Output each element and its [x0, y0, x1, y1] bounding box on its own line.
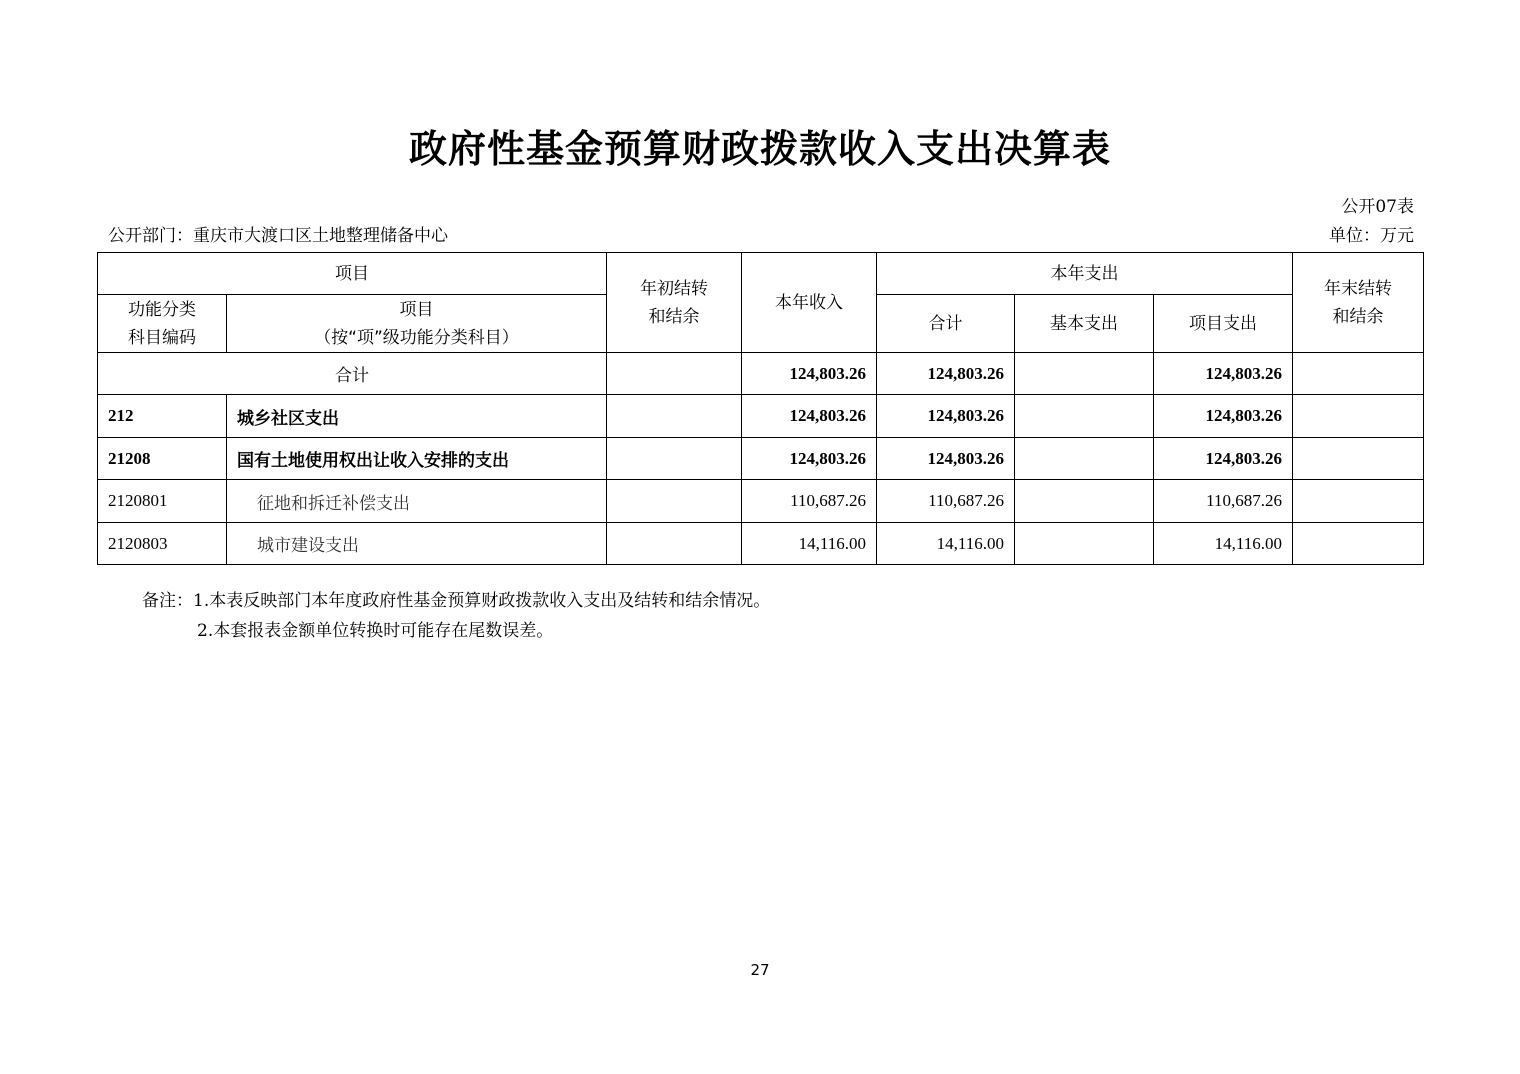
- table-row: [98, 480, 1424, 523]
- cell-name: 征地和拆迁补偿支出: [227, 480, 607, 523]
- cell-project-expense: 124,803.26: [1154, 438, 1293, 480]
- cell-end-balance: [1293, 438, 1424, 480]
- cell-expense-total: 124,803.26: [877, 438, 1015, 480]
- notes: [142, 586, 770, 646]
- cell-end-balance: [1293, 523, 1424, 565]
- cell-code: 2120801: [98, 480, 227, 523]
- table-row: [98, 523, 1424, 565]
- budget-table: [97, 252, 1424, 565]
- header-basic-expense: 基本支出: [1015, 295, 1154, 353]
- cell-begin-balance: [607, 438, 742, 480]
- cell-name: 城市建设支出: [227, 523, 607, 565]
- cell-income: 124,803.26: [742, 438, 877, 480]
- cell-income: 14,116.00: [742, 523, 877, 565]
- cell-name: 国有土地使用权出让收入安排的支出: [227, 438, 607, 480]
- header-end-balance: 年末结转 和结余: [1293, 253, 1424, 353]
- note-line: 2.本套报表金额单位转换时可能存在尾数误差。: [197, 621, 554, 641]
- cell-end-balance: [1293, 353, 1424, 395]
- cell-code: 212: [98, 395, 227, 438]
- cell-begin-balance: [607, 480, 742, 523]
- cell-code: 2120803: [98, 523, 227, 565]
- header-func-code: 功能分类 科目编码: [98, 295, 227, 353]
- unit-label: 单位：万元: [1329, 226, 1414, 246]
- total-label: 合计: [98, 353, 607, 395]
- header-expense-group: 本年支出: [877, 253, 1293, 295]
- total-row: [98, 353, 1424, 395]
- cell-project-expense: 110,687.26: [1154, 480, 1293, 523]
- cell-project-expense: 124,803.26: [1154, 353, 1293, 395]
- department-label: 公开部门：重庆市大渡口区土地整理储备中心: [108, 226, 448, 246]
- cell-project-expense: 14,116.00: [1154, 523, 1293, 565]
- cell-expense-total: 124,803.26: [877, 353, 1015, 395]
- page-number: 27: [750, 961, 770, 979]
- cell-begin-balance: [607, 395, 742, 438]
- header-project-expense: 项目支出: [1154, 295, 1293, 353]
- cell-expense-total: 14,116.00: [877, 523, 1015, 565]
- note-line: 备注：1.本表反映部门本年度政府性基金预算财政拨款收入支出及结转和结余情况。: [142, 591, 771, 611]
- cell-basic-expense: [1015, 480, 1154, 523]
- cell-begin-balance: [607, 523, 742, 565]
- header-expense-total: 合计: [877, 295, 1015, 353]
- table-row: [98, 395, 1424, 438]
- cell-expense-total: 110,687.26: [877, 480, 1015, 523]
- header-item-group: 项目: [98, 253, 607, 295]
- cell-begin-balance: [607, 353, 742, 395]
- cell-code: 21208: [98, 438, 227, 480]
- header-income: 本年收入: [742, 253, 877, 353]
- cell-name: 城乡社区支出: [227, 395, 607, 438]
- cell-income: 124,803.26: [742, 353, 877, 395]
- header-item-name: 项目 （按“项”级功能分类科目）: [227, 295, 607, 353]
- cell-income: 110,687.26: [742, 480, 877, 523]
- cell-basic-expense: [1015, 523, 1154, 565]
- cell-project-expense: 124,803.26: [1154, 395, 1293, 438]
- table-row: [98, 438, 1424, 480]
- cell-income: 124,803.26: [742, 395, 877, 438]
- form-number: 公开07表: [1341, 197, 1414, 217]
- cell-end-balance: [1293, 480, 1424, 523]
- header-begin-balance: 年初结转 和结余: [607, 253, 742, 353]
- cell-basic-expense: [1015, 353, 1154, 395]
- cell-end-balance: [1293, 395, 1424, 438]
- cell-basic-expense: [1015, 438, 1154, 480]
- page-title: 政府性基金预算财政拨款收入支出决算表: [408, 127, 1111, 171]
- cell-basic-expense: [1015, 395, 1154, 438]
- cell-expense-total: 124,803.26: [877, 395, 1015, 438]
